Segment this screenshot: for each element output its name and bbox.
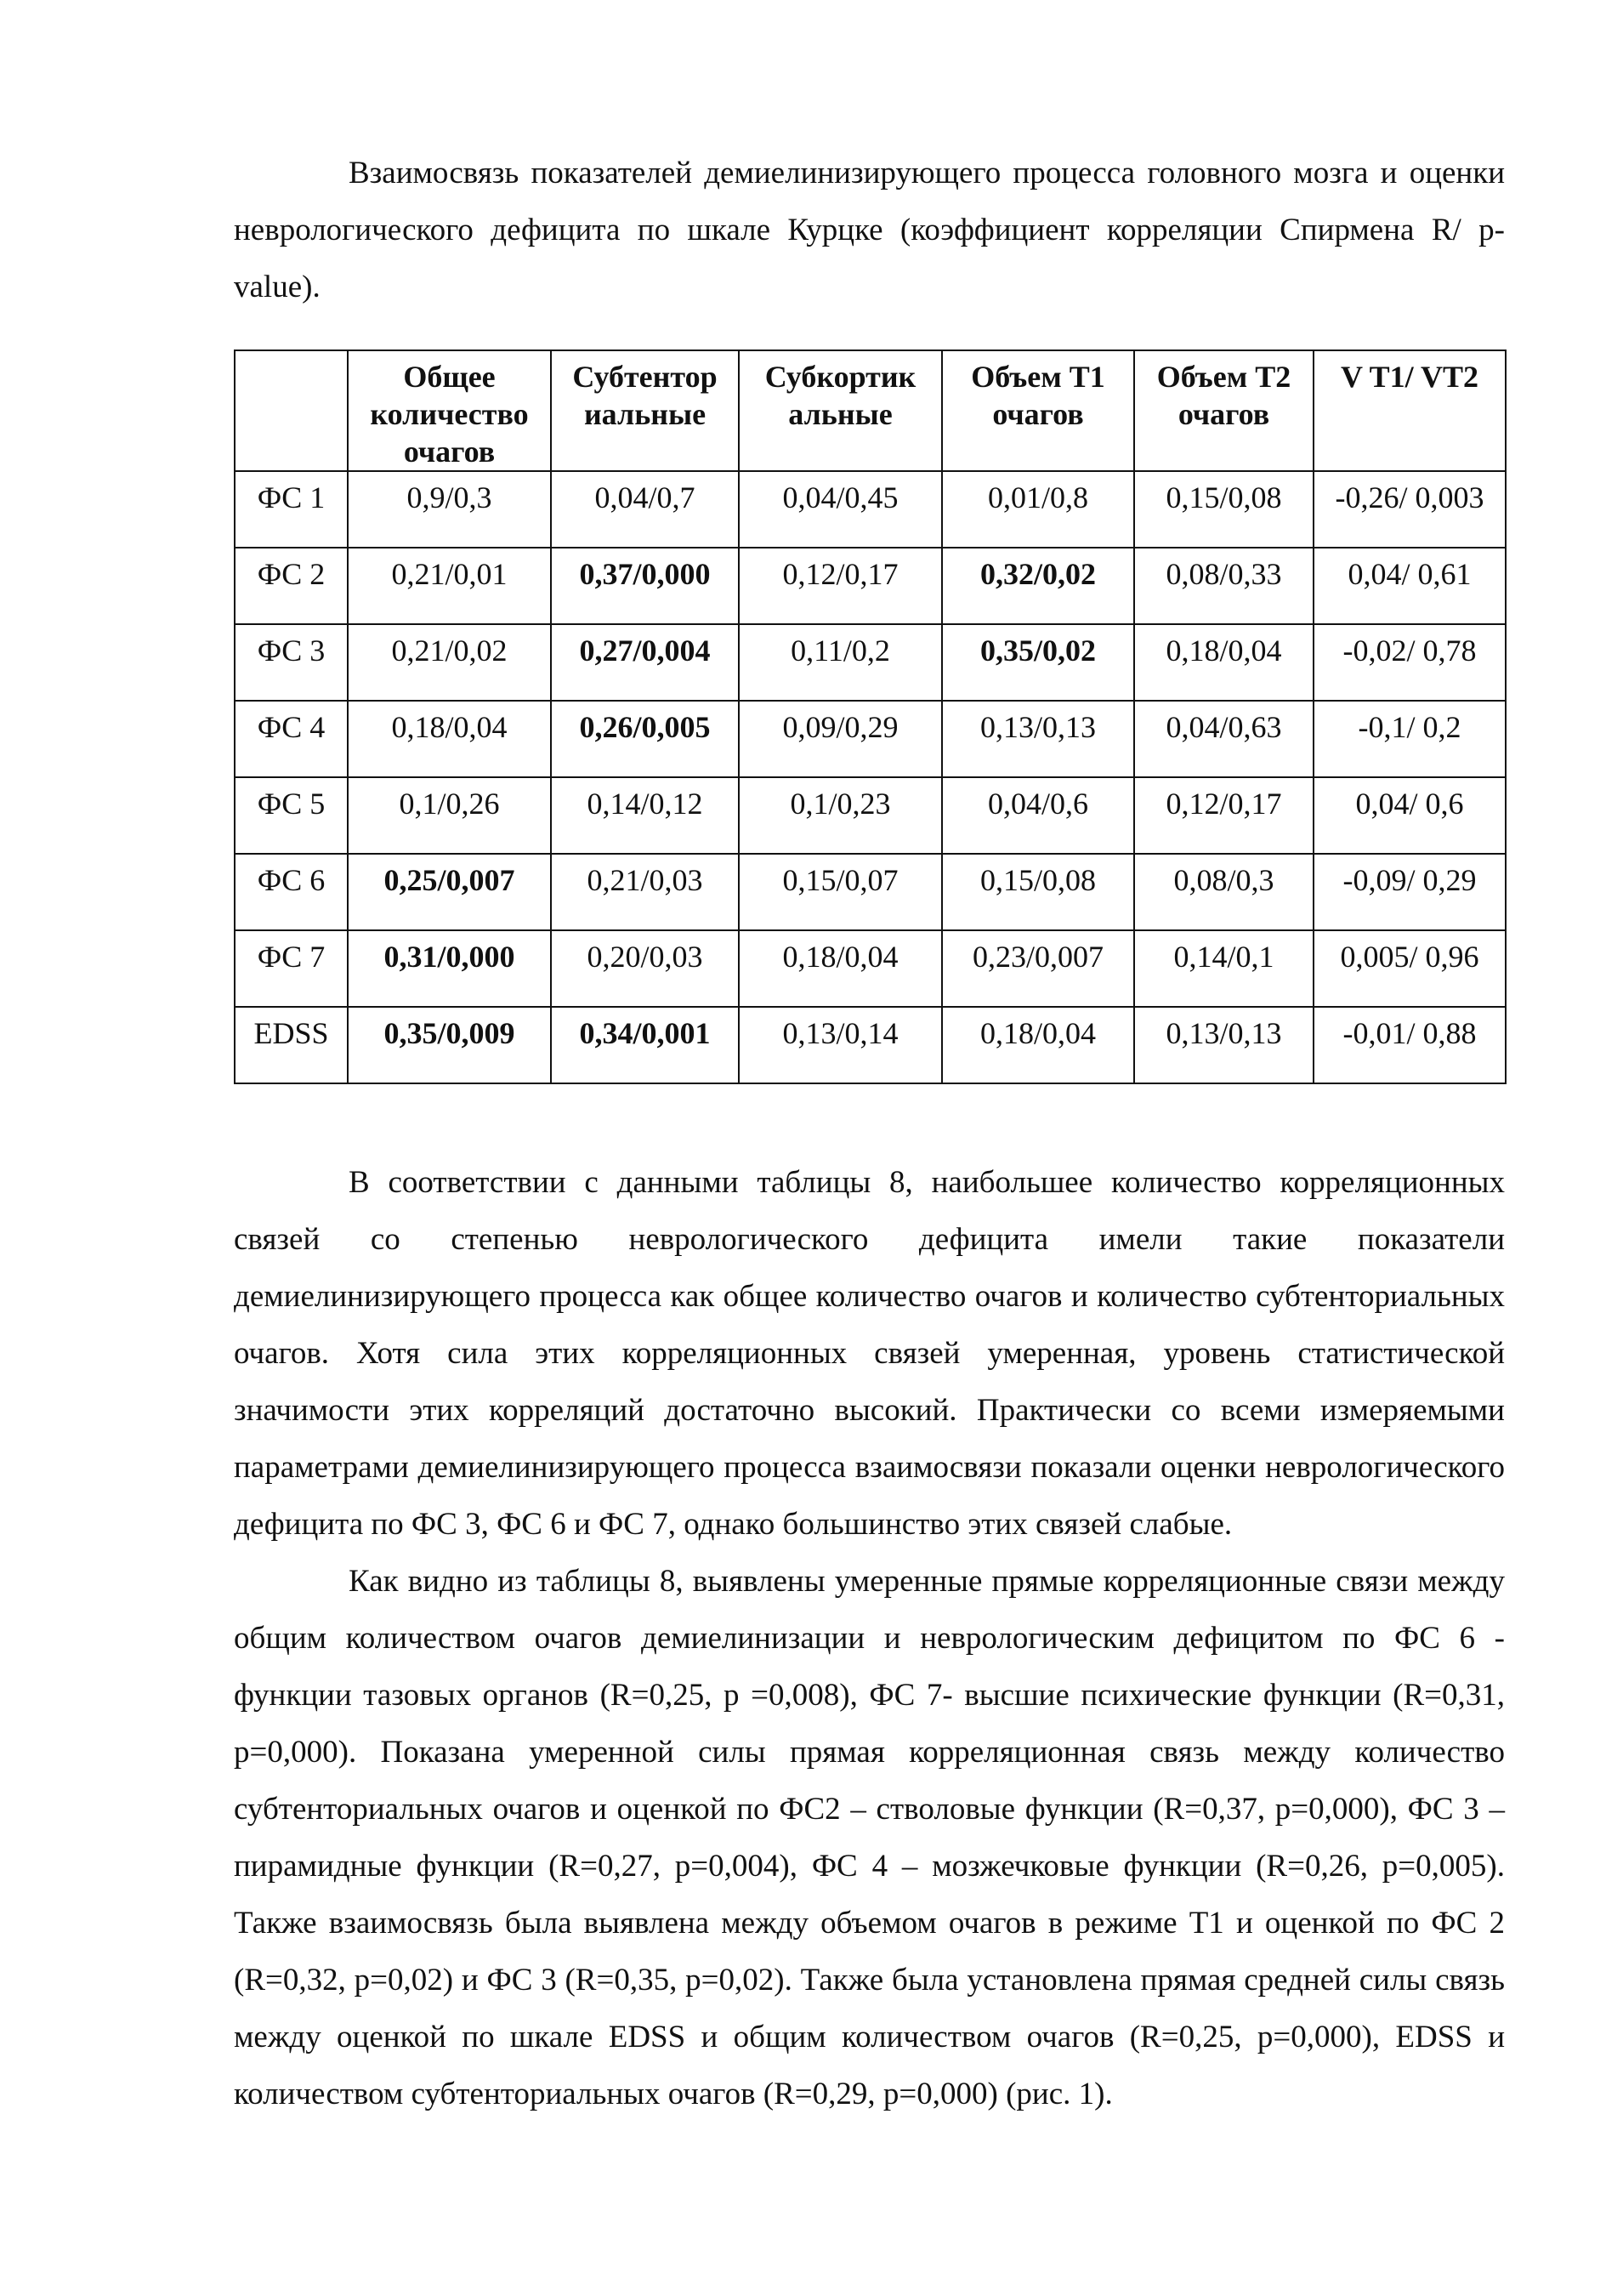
table-cell: 0,20/0,03	[551, 930, 739, 1007]
table-cell: 0,9/0,3	[348, 471, 551, 548]
row-label: ФС 4	[235, 701, 348, 777]
table-cell: 0,005/ 0,96	[1314, 930, 1506, 1007]
table-cell: 0,12/0,17	[1134, 777, 1314, 854]
table-cell: -0,01/ 0,88	[1314, 1007, 1506, 1083]
table-cell: 0,18/0,04	[942, 1007, 1134, 1083]
table-cell: 0,31/0,000	[348, 930, 551, 1007]
table-cell: 0,18/0,04	[348, 701, 551, 777]
table-cell: 0,15/0,08	[942, 854, 1134, 930]
table-cell: -0,02/ 0,78	[1314, 624, 1506, 701]
row-label: ФС 5	[235, 777, 348, 854]
table-cell: 0,21/0,02	[348, 624, 551, 701]
document-page	[234, 145, 1505, 2123]
table-cell: 0,09/0,29	[739, 701, 942, 777]
table-cell: 0,04/0,7	[551, 471, 739, 548]
table-cell: 0,14/0,12	[551, 777, 739, 854]
table-cell: 0,11/0,2	[739, 624, 942, 701]
row-label: EDSS	[235, 1007, 348, 1083]
table-row	[235, 777, 1506, 854]
table-row	[235, 930, 1506, 1007]
row-label: ФС 6	[235, 854, 348, 930]
table-caption: Взаимосвязь показателей демиелинизирующего процесса головного мозга и оценки неврологического дефицита по шкале Курцке (коэффициент корреляции Спирмена R/ p-value).	[234, 156, 1505, 304]
paragraph: В соответствии с данными таблицы 8, наибольшее количество корреляционных связей со степенью неврологического дефицита имели такие показатели демиелинизирующего процесса как общее количество очагов и количество субтенториальных очагов. Хотя сила этих корреляционных связей умеренная, уровень статистической значимости этих корреляций достаточно высокий. Практически со всеми измеряемыми параметрами демиелинизирующего процесса взаимосвязи показали оценки неврологического дефицита по ФС 3, ФС 6 и ФС 7, однако большинство этих связей слабые.	[234, 1165, 1505, 1542]
table-cell: 0,13/0,14	[739, 1007, 942, 1083]
table-cell: 0,12/0,17	[739, 548, 942, 624]
table-cell: 0,08/0,3	[1134, 854, 1314, 930]
header-cell	[235, 350, 348, 471]
table-row	[235, 854, 1506, 930]
table-header-row	[235, 350, 1506, 471]
header-cell: Объем Т1 очагов	[942, 350, 1134, 471]
row-label: ФС 3	[235, 624, 348, 701]
paragraph: Как видно из таблицы 8, выявлены умеренные прямые корреляционные связи между общим количеством очагов демиелинизации и неврологическим дефицитом по ФС 6 - функции тазовых органов (R=0,25, p =0,008), ФС 7- высшие психические функции (R=0,31, p=0,000). Показана умеренной силы прямая корреляционная связь между количество субтенториальных очагов и оценкой по ФС2 – стволовые функции (R=0,37, p=0,000), ФС 3 – пирамидные функции (R=0,27, p=0,004), ФС 4 – мозжечковые функции (R=0,26, p=0,005). Также взаимосвязь была выявлена между объемом очагов в режиме Т1 и оценкой по ФС 2 (R=0,32, p=0,02) и ФС 3 (R=0,35, p=0,02). Также была установлена прямая средней силы связь между оценкой по шкале EDSS и общим количеством очагов (R=0,25, p=0,000), EDSS и количеством субтенториальных очагов (R=0,29, p=0,000) (рис. 1).	[234, 1564, 1505, 2111]
table-row	[235, 624, 1506, 701]
header-cell: Объем Т2 очагов	[1134, 350, 1314, 471]
correlation-table-wrap	[234, 350, 1505, 1084]
header-cell: V T1/ VT2	[1314, 350, 1506, 471]
table-cell: 0,04/0,6	[942, 777, 1134, 854]
table-cell: 0,13/0,13	[1134, 1007, 1314, 1083]
table-cell: -0,1/ 0,2	[1314, 701, 1506, 777]
table-row	[235, 1007, 1506, 1083]
table-row	[235, 701, 1506, 777]
body-text	[234, 1154, 1505, 2123]
row-label: ФС 2	[235, 548, 348, 624]
table-cell: 0,15/0,07	[739, 854, 942, 930]
correlation-table	[234, 350, 1507, 1084]
table-cell: 0,13/0,13	[942, 701, 1134, 777]
row-label: ФС 7	[235, 930, 348, 1007]
table-cell: 0,27/0,004	[551, 624, 739, 701]
table-cell: 0,26/0,005	[551, 701, 739, 777]
table-cell: 0,25/0,007	[348, 854, 551, 930]
table-cell: -0,09/ 0,29	[1314, 854, 1506, 930]
table-cell: 0,04/0,45	[739, 471, 942, 548]
table-cell: -0,26/ 0,003	[1314, 471, 1506, 548]
table-row	[235, 471, 1506, 548]
table-cell: 0,21/0,03	[551, 854, 739, 930]
table-cell: 0,34/0,001	[551, 1007, 739, 1083]
table-cell: 0,35/0,02	[942, 624, 1134, 701]
table-cell: 0,23/0,007	[942, 930, 1134, 1007]
table-cell: 0,32/0,02	[942, 548, 1134, 624]
table-cell: 0,08/0,33	[1134, 548, 1314, 624]
table-cell: 0,18/0,04	[1134, 624, 1314, 701]
table-cell: 0,04/0,63	[1134, 701, 1314, 777]
table-cell: 0,04/ 0,61	[1314, 548, 1506, 624]
table-cell: 0,1/0,26	[348, 777, 551, 854]
header-cell: Общее количество очагов	[348, 350, 551, 471]
row-label: ФС 1	[235, 471, 348, 548]
table-cell: 0,15/0,08	[1134, 471, 1314, 548]
header-cell: Субтентор иальные	[551, 350, 739, 471]
table-cell: 0,35/0,009	[348, 1007, 551, 1083]
table-cell: 0,14/0,1	[1134, 930, 1314, 1007]
table-cell: 0,37/0,000	[551, 548, 739, 624]
table-cell: 0,1/0,23	[739, 777, 942, 854]
table-cell: 0,01/0,8	[942, 471, 1134, 548]
table-row	[235, 548, 1506, 624]
table-cell: 0,21/0,01	[348, 548, 551, 624]
table-cell: 0,18/0,04	[739, 930, 942, 1007]
header-cell: Субкортик альные	[739, 350, 942, 471]
table-body	[235, 471, 1506, 1083]
table-cell: 0,04/ 0,6	[1314, 777, 1506, 854]
